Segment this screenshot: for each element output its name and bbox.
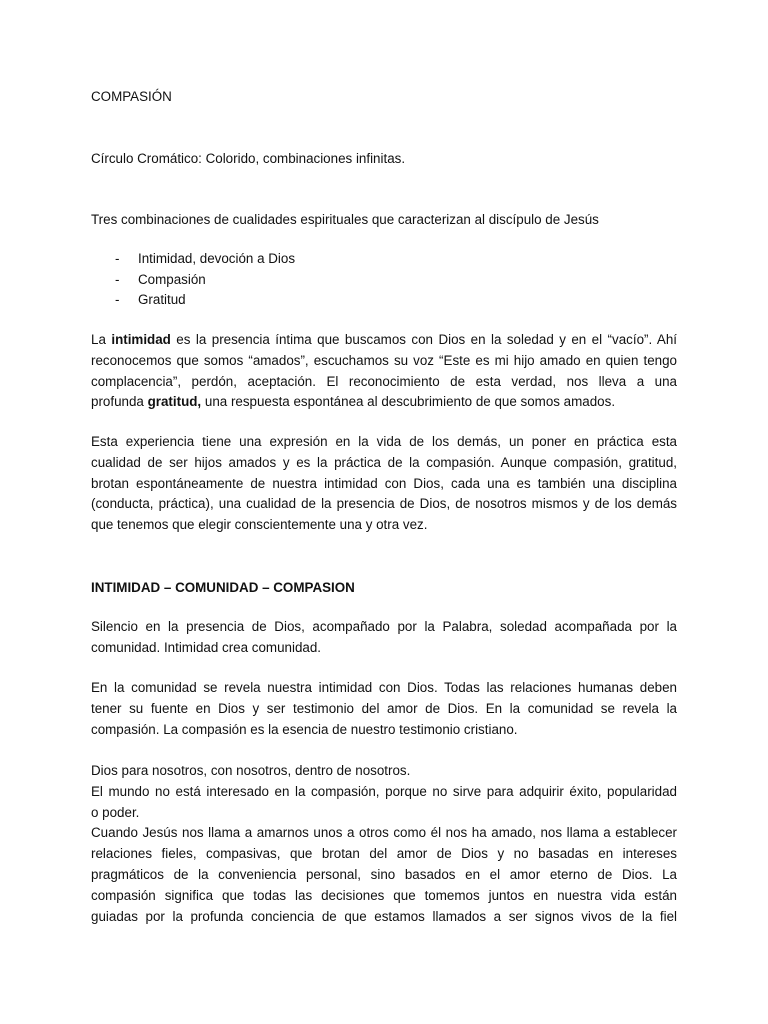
- paragraph-intimidad: [91, 330, 677, 413]
- paragraph-dios-para-nosotros: [91, 761, 677, 927]
- paragraph-experiencia: [91, 432, 677, 536]
- paragraph-line: compasión. La compasión es la esencia de nuestro testimonio cristiano.: [91, 721, 518, 737]
- paragraph-line: relaciones fieles, compasivas, que brotan del amor de Dios y no basadas en intereses: [91, 846, 677, 862]
- list-bullet: -: [115, 251, 120, 266]
- document-page: [91, 0, 677, 1024]
- paragraph-line: reconocemos que somos “amados”, escuchamos su voz “Este es mi hijo amado en quien tengo: [91, 352, 677, 368]
- paragraph-line: cualidad de ser hijos amados y es la práctica de la compasión. Aunque compasión, gratitud,: [91, 454, 677, 470]
- paragraph-line: complacencia”, perdón, aceptación. El reconocimiento de esta verdad, nos lleva a una: [91, 373, 677, 389]
- paragraph-line: brotan espontáneamente de nuestra intimidad con Dios, cada una es también una disciplina: [91, 475, 677, 491]
- paragraph-line: Cuando Jesús nos llama a amarnos unos a otros como él nos ha amado, nos llama a establecer: [91, 825, 677, 841]
- paragraph-line: Dios para nosotros, con nosotros, dentro de nosotros.: [91, 763, 411, 778]
- paragraph-line: Esta experiencia tiene una expresión en la vida de los demás, un poner en práctica esta: [91, 434, 677, 449]
- list-item-text: Gratitud: [138, 292, 186, 308]
- paragraph-line: o poder.: [91, 804, 140, 820]
- paragraph-line: guiadas por la profunda conciencia de que estamos llamados a ser signos vivos de la fiel: [91, 908, 677, 924]
- paragraph-comunidad: [91, 678, 677, 740]
- bold-term-intimidad: intimidad: [111, 332, 171, 347]
- section-heading: INTIMIDAD – COMUNIDAD – COMPASION: [91, 580, 355, 595]
- paragraph-silencio: [91, 617, 677, 659]
- paragraph-line: En la comunidad se revela nuestra intimidad con Dios. Todas las relaciones humanas deben: [91, 680, 677, 695]
- paragraph-line: tener su fuente en Dios y ser testimonio del amor de Dios. En la comunidad se revela la: [91, 700, 677, 716]
- list-bullet: -: [115, 292, 120, 308]
- paragraph-line: compasión significa que todas las decisiones que tomemos juntos en nuestra vida están: [91, 887, 677, 903]
- paragraph-line: comunidad. Intimidad crea comunidad.: [91, 639, 322, 655]
- paragraph-line: Silencio en la presencia de Dios, acompañado por la Palabra, soledad acompañada por la: [91, 619, 677, 634]
- paragraph-line: que tenemos que elegir conscientemente una y otra vez.: [91, 517, 428, 533]
- paragraph-line: pragmáticos de la conveniencia personal, sino basados en el amor eterno de Dios. La: [91, 866, 677, 882]
- paragraph-line: profunda gratitud, una respuesta espontánea al descubrimiento de que somos amados.: [91, 394, 616, 410]
- intro-line: Tres combinaciones de cualidades espirituales que caracterizan al discípulo de Jesús: [91, 212, 599, 227]
- list-item-text: Compasión: [138, 271, 206, 287]
- paragraph-line: La intimidad es la presencia íntima que buscamos con Dios en la soledad y en el “vacío”. Ahí: [91, 332, 677, 347]
- list-bullet: -: [115, 271, 120, 287]
- paragraph-line: (conducta, práctica), una cualidad de la presencia de Dios, de nosotros mismos y de los demás: [91, 496, 677, 512]
- document-subtitle: Círculo Cromático: Colorido, combinaciones infinitas.: [91, 151, 406, 166]
- document-title: COMPASIÓN: [91, 89, 172, 104]
- list-item-text: Intimidad, devoción a Dios: [138, 251, 296, 266]
- bold-term-gratitud: gratitud,: [147, 394, 202, 410]
- paragraph-line: El mundo no está interesado en la compasión, porque no sirve para adquirir éxito, popularidad: [91, 783, 677, 799]
